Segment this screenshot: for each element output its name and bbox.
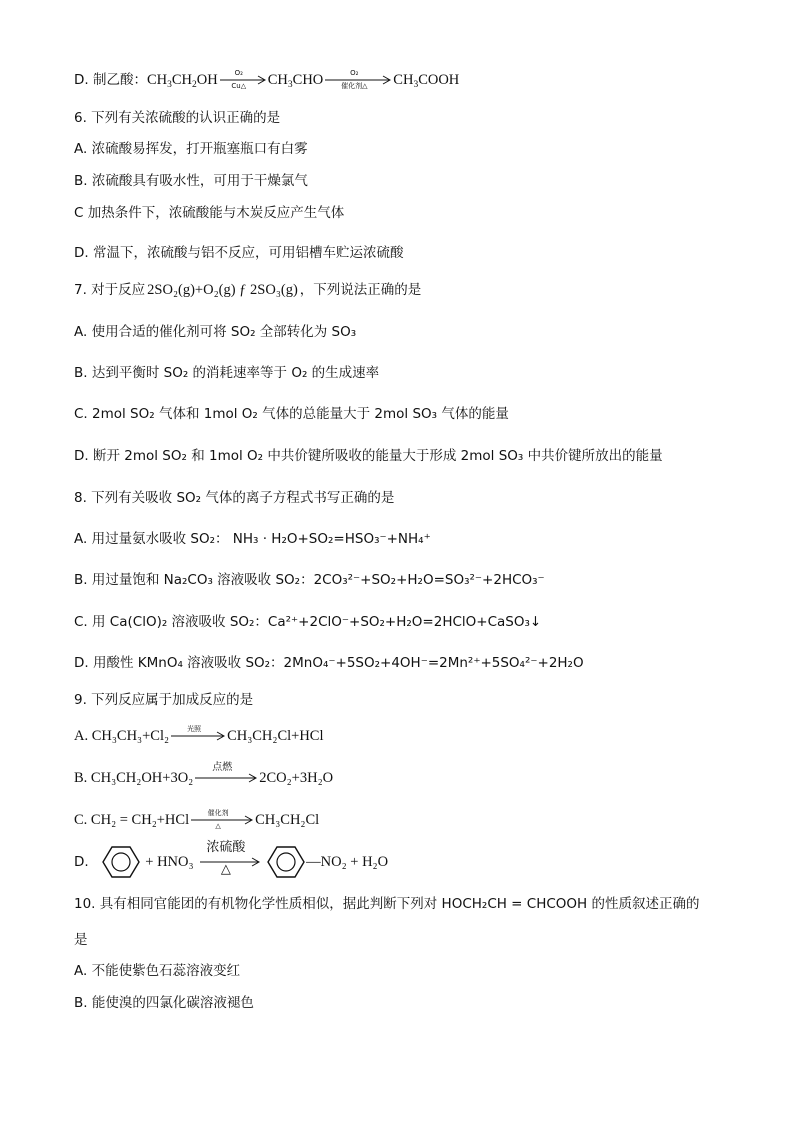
- q7-option-b: B. 达到平衡时 SO₂ 的消耗速率等于 O₂ 的生成速率: [74, 365, 380, 381]
- q6-stem: 6. 下列有关浓硫酸的认识正确的是: [74, 110, 281, 126]
- q8-option-b: B. 用过量饱和 Na₂CO₃ 溶液吸收 SO₂：2CO₃²⁻+SO₂+H₂O=SO₃²⁻+2HCO₃⁻: [74, 572, 545, 588]
- q10-option-a: A. 不能使紫色石蕊溶液变红: [74, 963, 241, 979]
- q5-option-d: [74, 70, 459, 90]
- q9-stem: 9. 下列反应属于加成反应的是: [74, 692, 254, 708]
- products: —NO₂ + H₂O: [306, 854, 389, 870]
- q9-option-b: [74, 762, 334, 788]
- benzene-ring-icon: [101, 845, 141, 879]
- products: CH₃CH₂Cl+HCl: [227, 728, 324, 744]
- reaction-arrow: 光照: [171, 726, 225, 746]
- reaction-arrow: 浓硫酸 △: [200, 843, 260, 881]
- q9-option-d: [74, 840, 389, 883]
- reactants: B. CH₃CH₂OH+3O₂: [74, 770, 194, 786]
- q10-stem-line1: 10. 具有相同官能团的有机物化学性质相似，据此判断下列对 HOCH₂CH = CHCOOH 的性质叙述正确的: [74, 896, 700, 912]
- formula-acetaldehyde: $CH_3CHO$: [267, 72, 324, 90]
- products: CH₃CH₂Cl: [255, 812, 320, 828]
- q10-stem-line2: 是: [74, 932, 88, 948]
- stem-text: 7. 对于反应: [74, 282, 146, 298]
- reaction-arrow: 催化剂 △: [191, 810, 253, 830]
- q9-option-c: [74, 810, 319, 830]
- formula-ethanol: $CH_3CH_2OH$: [146, 72, 218, 90]
- equilibrium-equation: 2SO₂(g)+O₂(g) ƒ 2SO₃(g): [147, 282, 298, 298]
- q6-option-a: A. 浓硫酸易挥发，打开瓶塞瓶口有白雾: [74, 141, 308, 157]
- reactant-nitric-acid: + HNO₃: [145, 854, 194, 870]
- reactants: A. CH₃CH₃+Cl₂: [74, 728, 170, 744]
- reaction-arrow: O₂ Cu△: [220, 70, 266, 90]
- reaction-arrow: O₂ 催化剂△: [325, 70, 391, 90]
- q7-option-c: C. 2mol SO₂ 气体和 1mol O₂ 气体的总能量大于 2mol SO₃ 气体的能量: [74, 406, 509, 422]
- q7-option-d: D. 断开 2mol SO₂ 和 1mol O₂ 中共价键所吸收的能量大于形成 2mol SO₃ 中共价键所放出的能量: [74, 448, 663, 464]
- q8-stem: 8. 下列有关吸收 SO₂ 气体的离子方程式书写正确的是: [74, 490, 395, 506]
- option-label: D. 制乙酸：: [74, 72, 147, 88]
- q8-option-d: D. 用酸性 KMnO₄ 溶液吸收 SO₂：2MnO₄⁻+5SO₂+4OH⁻=2Mn²⁺+5SO₄²⁻+2H₂O: [74, 655, 584, 671]
- q10-option-b: B. 能使溴的四氯化碳溶液褪色: [74, 995, 254, 1011]
- q6-option-c: C 加热条件下，浓硫酸能与木炭反应产生气体: [74, 205, 345, 221]
- products: 2CO₂+3H₂O: [259, 770, 334, 786]
- q8-option-a: A. 用过量氨水吸收 SO₂： NH₃ · H₂O+SO₂=HSO₃⁻+NH₄⁺: [74, 531, 431, 547]
- reaction-arrow: 点燃: [195, 768, 257, 788]
- q8-option-c: C. 用 Ca(ClO)₂ 溶液吸收 SO₂：Ca²⁺+2ClO⁻+SO₂+H₂O=2HClO+CaSO₃↓: [74, 614, 542, 630]
- q6-option-b: B. 浓硫酸具有吸水性，可用于干燥氯气: [74, 173, 308, 189]
- q6-option-d: D. 常温下，浓硫酸与铝不反应，可用铝槽车贮运浓硫酸: [74, 245, 404, 261]
- reactants: C. CH₂ = CH₂+HCl: [74, 812, 190, 828]
- formula-acetic-acid: $CH_3COOH$: [393, 72, 460, 90]
- benzene-ring-icon: [266, 845, 306, 879]
- stem-text: ，下列说法正确的是: [299, 282, 422, 298]
- q7-option-a: A. 使用合适的催化剂可将 SO₂ 全部转化为 SO₃: [74, 324, 357, 340]
- q9-option-a: [74, 726, 324, 746]
- q7-stem: [74, 280, 421, 300]
- option-label: D.: [74, 854, 89, 870]
